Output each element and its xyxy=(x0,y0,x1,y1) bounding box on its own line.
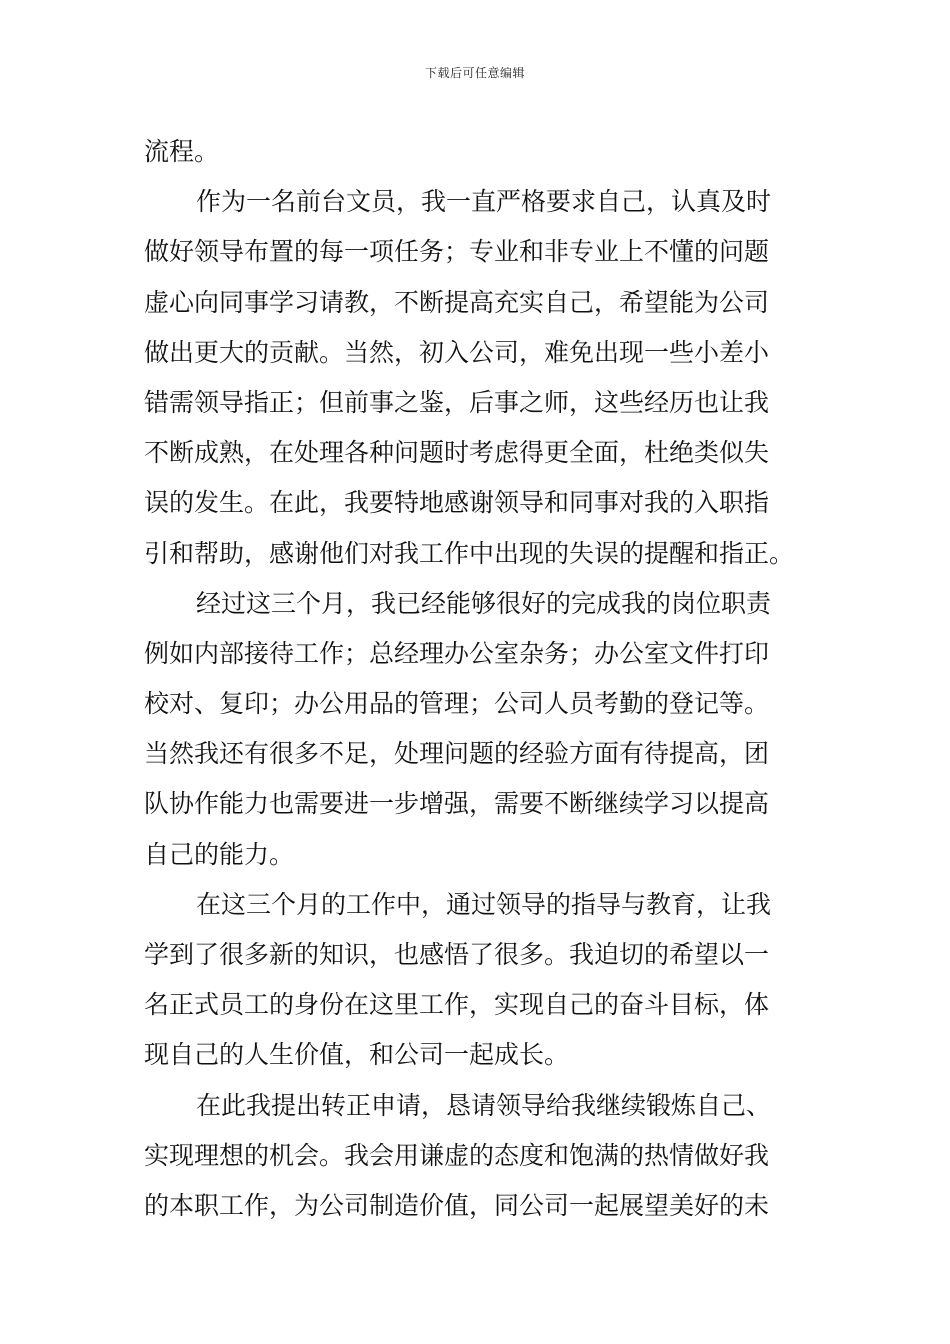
text-line: 校对、复印；办公用品的管理；公司人员考勤的登记等。 xyxy=(144,689,770,719)
text-line: 虚心向同事学习请教，不断提高充实自己，希望能为公司 xyxy=(144,287,770,317)
text-line: 引和帮助，感谢他们对我工作中出现的失误的提醒和指正。 xyxy=(144,538,795,568)
text-line: 学到了很多新的知识，也感悟了很多。我迫切的希望以一 xyxy=(144,940,770,969)
text-line: 现自己的人生价值，和公司一起成长。 xyxy=(144,1040,570,1070)
text-line: 在此我提出转正申请，恳请领导给我继续锻炼自己、 xyxy=(196,1090,772,1120)
text-line: 流程。 xyxy=(144,137,220,166)
text-line: 作为一名前台文员，我一直严格要求自己，认真及时 xyxy=(196,187,772,217)
text-line: 不断成熟，在处理各种问题时考虑得更全面，杜绝类似失 xyxy=(144,438,770,468)
text-line: 经过这三个月，我已经能够很好的完成我的岗位职责 xyxy=(196,588,772,618)
text-line: 例如内部接待工作；总经理办公室杂务；办公室文件打印 xyxy=(144,638,770,668)
text-line: 的本职工作，为公司制造价值，同公司一起展望美好的未 xyxy=(144,1190,770,1220)
text-line: 实现理想的机会。我会用谦虚的态度和饱满的热情做好我 xyxy=(144,1140,770,1170)
text-line: 当然我还有很多不足，处理问题的经验方面有待提高，团 xyxy=(144,739,770,769)
text-line: 做出更大的贡献。当然，初入公司，难免出现一些小差小 xyxy=(144,337,770,367)
text-line: 在这三个月的工作中，通过领导的指导与教育，让我 xyxy=(196,889,772,919)
text-line: 队协作能力也需要进一步增强，需要不断继续学习以提高 xyxy=(144,789,770,819)
text-line: 误的发生。在此，我要特地感谢领导和同事对我的入职指 xyxy=(144,488,770,518)
text-line: 错需领导指正；但前事之鉴，后事之师，这些经历也让我 xyxy=(144,387,770,417)
text-line: 名正式员工的身份在这里工作，实现自己的奋斗目标，体 xyxy=(144,990,770,1020)
text-line: 自己的能力。 xyxy=(144,839,295,869)
document-body xyxy=(144,127,806,1231)
page-header: 下载后可任意编辑 xyxy=(424,66,525,80)
text-line: 做好领导布置的每一项任务；专业和非专业上不懂的问题 xyxy=(144,237,770,267)
